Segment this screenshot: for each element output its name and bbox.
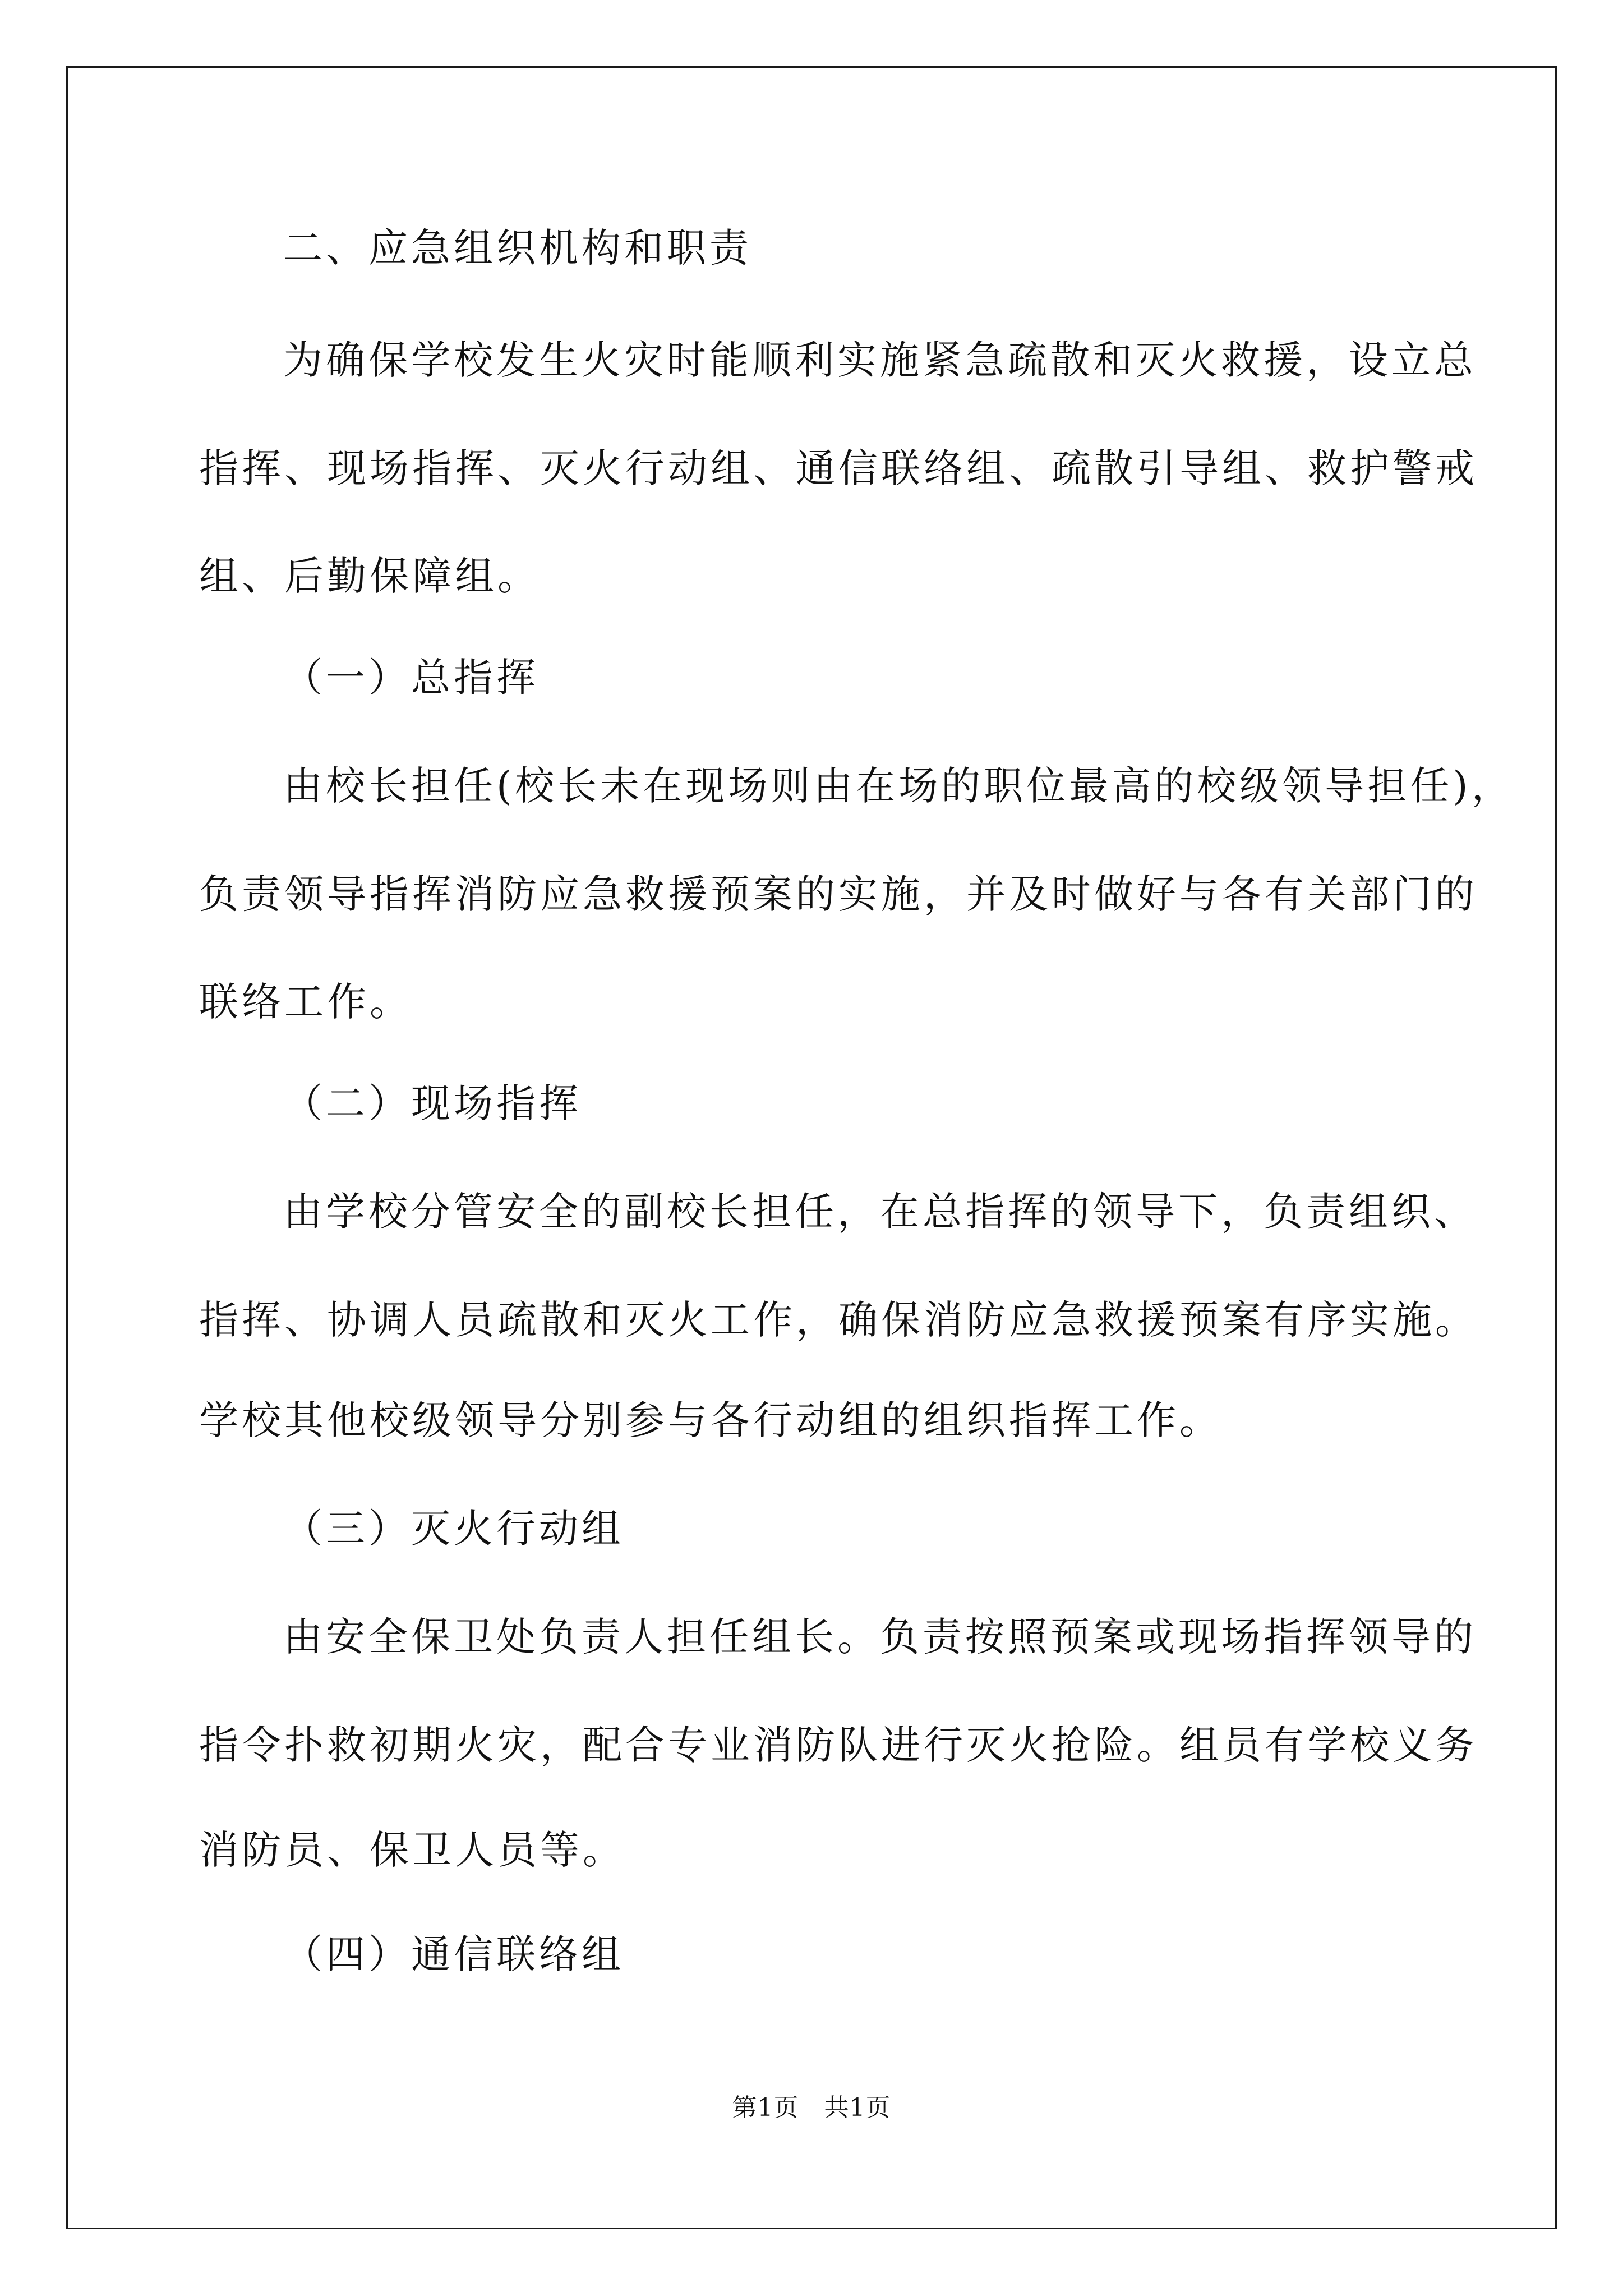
paragraph-line: 指挥、协调人员疏散和灭火工作，确保消防应急救援预案有序实施。 (199, 1297, 1478, 1343)
subsection-title-2: （二）现场指挥 (283, 1080, 582, 1126)
intro-line-3: 组、后勤保障组。 (199, 553, 540, 599)
page-border (66, 66, 1557, 2229)
intro-line-1: 为确保学校发生火灾时能顺利实施紧急疏散和灭火救援，设立总 (283, 337, 1477, 383)
paragraph-line: 由安全保卫处负责人担任组长。负责按照预案或现场指挥领导的 (283, 1614, 1477, 1660)
page-number-footer: 第1页 共1页 (732, 2093, 891, 2122)
paragraph-line: 负责领导指挥消防应急救援预案的实施，并及时做好与各有关部门的 (199, 871, 1478, 917)
subsection-title-3: （三）灭火行动组 (283, 1506, 624, 1552)
section-heading: 二、应急组织机构和职责 (283, 225, 752, 271)
intro-line-2: 指挥、现场指挥、灭火行动组、通信联络组、疏散引导组、救护警戒 (199, 445, 1478, 491)
subsection-title-1: （一）总指挥 (283, 655, 539, 701)
paragraph-line: 学校其他校级领导分别参与各行动组的组织指挥工作。 (199, 1397, 1222, 1443)
paragraph-line: 指令扑救初期火灾，配合专业消防队进行灭火抢险。组员有学校义务 (199, 1722, 1478, 1768)
paragraph-line: 由校长担任(校长未在现场则由在场的职位最高的校级领导担任)， (283, 763, 1514, 809)
paragraph-line: 由学校分管安全的副校长担任，在总指挥的领导下，负责组织、 (283, 1189, 1477, 1235)
paragraph-line: 联络工作。 (199, 979, 412, 1025)
subsection-title-4: （四）通信联络组 (283, 1931, 624, 1977)
paragraph-line: 消防员、保卫人员等。 (199, 1827, 625, 1873)
